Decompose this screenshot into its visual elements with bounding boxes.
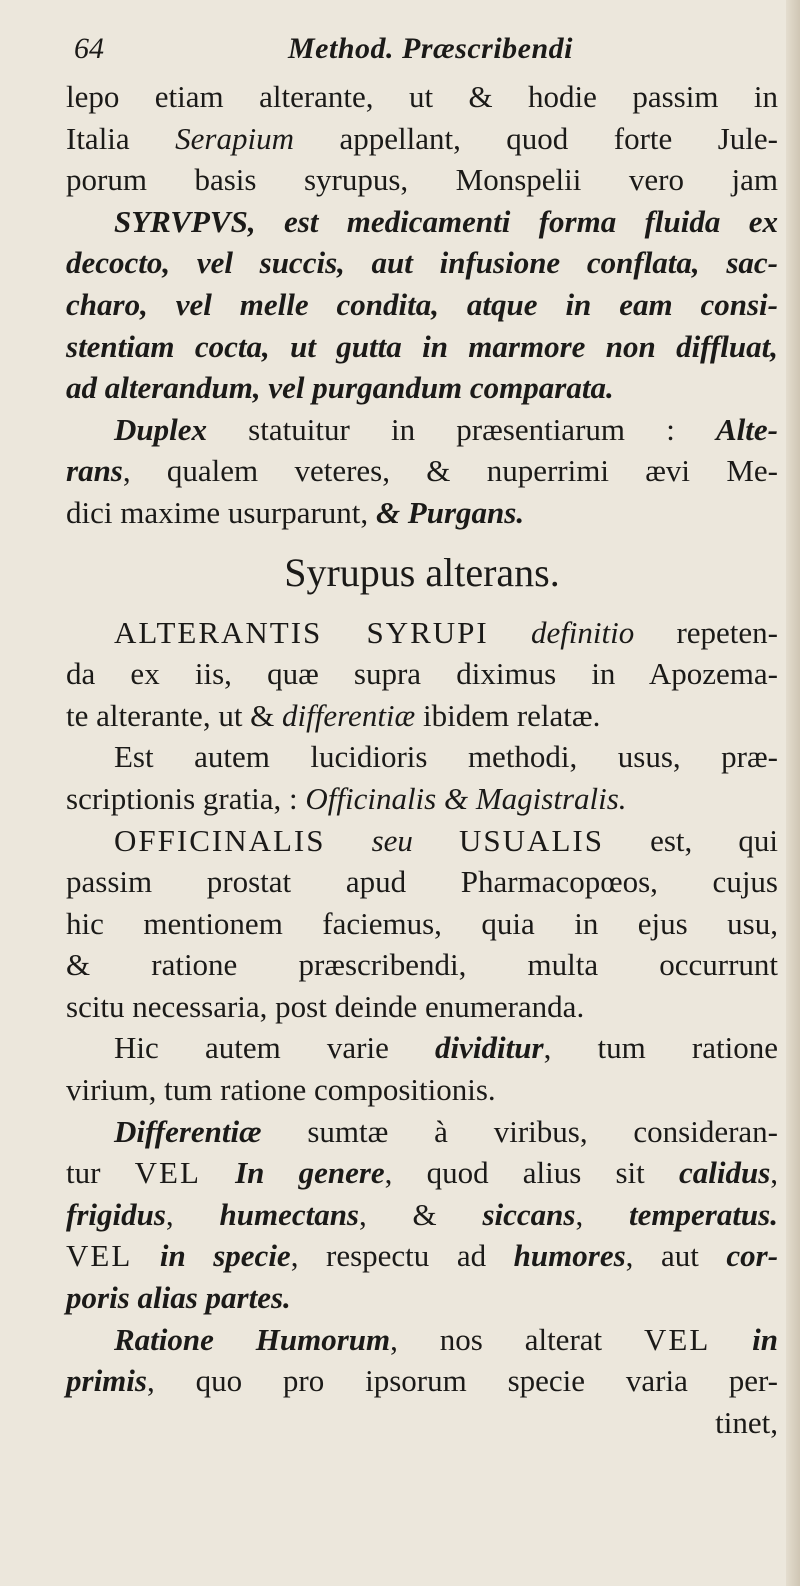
- paragraph-block-1: [66, 76, 778, 534]
- text-run: temperatus.: [629, 1196, 778, 1232]
- text-run: humores: [513, 1238, 626, 1274]
- text-run: scitu necessaria, post deinde enumeranda.: [66, 988, 585, 1024]
- text-run: humectans: [219, 1196, 359, 1232]
- text-line: [66, 695, 778, 737]
- text-run: , quo pro ipsorum specie varia per-: [146, 1363, 778, 1399]
- text-line: [66, 612, 778, 654]
- text-run: siccans: [482, 1196, 576, 1232]
- text-run: [132, 1238, 160, 1273]
- text-line: [66, 820, 778, 862]
- text-run: OFFICINALIS: [114, 822, 326, 858]
- text-run: lepo etiam alterante, ut & hodie passim in: [66, 79, 778, 114]
- text-run: ad alterandum, vel purgandum comparata.: [66, 370, 614, 406]
- text-run: calidus: [678, 1155, 771, 1191]
- text-run: sumtæ à viribus, consideran-: [261, 1113, 778, 1149]
- page-number: 64: [74, 32, 104, 65]
- text-body: [66, 76, 778, 1443]
- text-run: virium, tum ratione compositionis.: [66, 1072, 496, 1108]
- text-line: [66, 450, 778, 492]
- running-head: [74, 32, 774, 72]
- text-run: stentiam cocta, ut gutta in marmore non diffluat,: [66, 328, 778, 364]
- text-run: definitio: [530, 614, 635, 650]
- text-line: [66, 1319, 778, 1361]
- text-run: VEL: [644, 1321, 711, 1357]
- text-line: [66, 1277, 778, 1319]
- text-run: Duplex: [114, 411, 207, 447]
- text-line: [66, 1194, 778, 1236]
- text-run: Officinalis & Magistralis.: [305, 780, 627, 816]
- text-run: hic mentionem faciemus, quia in ejus usu,: [66, 905, 778, 941]
- text-run: in specie: [159, 1238, 291, 1274]
- paragraph-block-2: [66, 612, 778, 1402]
- text-run: USUALIS: [459, 822, 604, 858]
- text-run: [413, 823, 459, 858]
- text-run: ,: [575, 1196, 630, 1232]
- text-line: [66, 326, 778, 368]
- text-run: & Purgans.: [375, 494, 525, 530]
- text-run: te alterante, ut &: [66, 697, 283, 733]
- catchword: tinet,: [715, 1404, 778, 1440]
- text-run: cor-: [726, 1238, 779, 1274]
- text-run: Italia: [66, 120, 176, 156]
- text-run: VEL: [134, 1155, 201, 1191]
- text-line: [66, 986, 778, 1028]
- text-run: , nos alterat: [390, 1321, 644, 1357]
- running-title: Method. Præscribendi: [288, 32, 574, 65]
- text-line: [66, 778, 778, 820]
- text-run: charo, vel melle condita, atque in eam consi-: [66, 286, 778, 322]
- text-line: [66, 1027, 778, 1069]
- text-run: , quod alius sit: [384, 1155, 679, 1191]
- text-run: rans: [66, 453, 123, 489]
- text-run: [710, 1322, 752, 1357]
- text-run: ,: [165, 1196, 220, 1232]
- text-run: [201, 1155, 235, 1190]
- text-run: , tum ratione: [543, 1030, 778, 1066]
- text-run: , &: [359, 1196, 483, 1232]
- text-line: [66, 118, 778, 160]
- text-run: [325, 823, 371, 858]
- text-run: seu: [371, 822, 413, 858]
- text-line: [66, 1069, 778, 1111]
- text-run: [489, 615, 531, 650]
- text-line: [66, 1152, 778, 1194]
- text-line: [66, 492, 778, 534]
- page-edge: [786, 0, 800, 1586]
- text-run: Ratione Humorum: [114, 1321, 391, 1357]
- text-run: est, qui: [603, 822, 778, 858]
- text-run: VEL: [66, 1238, 133, 1274]
- text-run: porum basis syrupus, Monspelii vero jam: [66, 162, 778, 198]
- text-line: [66, 159, 778, 201]
- text-run: appellant, quod forte Jule-: [293, 120, 778, 156]
- text-line: [66, 367, 778, 409]
- text-run: Differentiæ: [114, 1113, 262, 1149]
- text-line: [66, 242, 778, 284]
- text-run: SYRVPVS, est medicamenti forma fluida ex: [114, 203, 778, 239]
- text-run: primis: [66, 1363, 147, 1399]
- text-run: poris alias partes.: [66, 1280, 291, 1316]
- text-run: dici maxime usurparunt,: [66, 494, 376, 530]
- text-run: dividitur: [435, 1030, 544, 1066]
- text-line: [66, 409, 778, 451]
- text-line: [66, 653, 778, 695]
- text-line: [66, 1360, 778, 1402]
- text-run: , aut: [625, 1238, 727, 1274]
- text-run: , qualem veteres, & nuperrimi ævi Me-: [122, 453, 778, 489]
- text-run: Alte-: [716, 411, 778, 447]
- text-line: [66, 903, 778, 945]
- text-run: statuitur in præsentiarum :: [207, 411, 716, 447]
- text-line: [66, 76, 778, 118]
- text-line: [66, 944, 778, 986]
- text-line: [66, 284, 778, 326]
- text-run: decocto, vel succis, aut infusione conflata, sac-: [66, 245, 778, 281]
- text-run: , respectu ad: [290, 1238, 514, 1274]
- text-line: [66, 861, 778, 903]
- text-run: in: [752, 1321, 778, 1357]
- text-run: frigidus: [66, 1196, 166, 1232]
- text-line: [66, 1111, 778, 1153]
- text-run: da ex iis, quæ supra diximus in Apozema-: [66, 656, 778, 692]
- text-run: differentiæ: [282, 697, 416, 733]
- text-run: ,: [770, 1155, 779, 1191]
- text-line: [66, 1235, 778, 1277]
- text-run: repeten-: [634, 614, 778, 650]
- text-run: ALTERANTIS SYRUPI: [114, 614, 489, 650]
- text-run: Est autem lucidioris methodi, usus, præ-: [114, 739, 778, 775]
- text-run: Serapium: [175, 120, 294, 156]
- text-line: [66, 201, 778, 243]
- text-run: ibidem relatæ.: [415, 697, 601, 733]
- text-run: Hic autem varie: [114, 1030, 436, 1066]
- section-heading: Syrupus alterans.: [284, 549, 560, 595]
- text-run: tur: [66, 1155, 135, 1191]
- text-run: scriptionis gratia, :: [66, 780, 306, 816]
- text-line: [66, 736, 778, 778]
- text-run: & ratione præscribendi, multa occurrunt: [66, 947, 778, 983]
- text-run: In genere: [235, 1155, 385, 1191]
- text-run: passim prostat apud Pharmacopœos, cujus: [66, 864, 778, 900]
